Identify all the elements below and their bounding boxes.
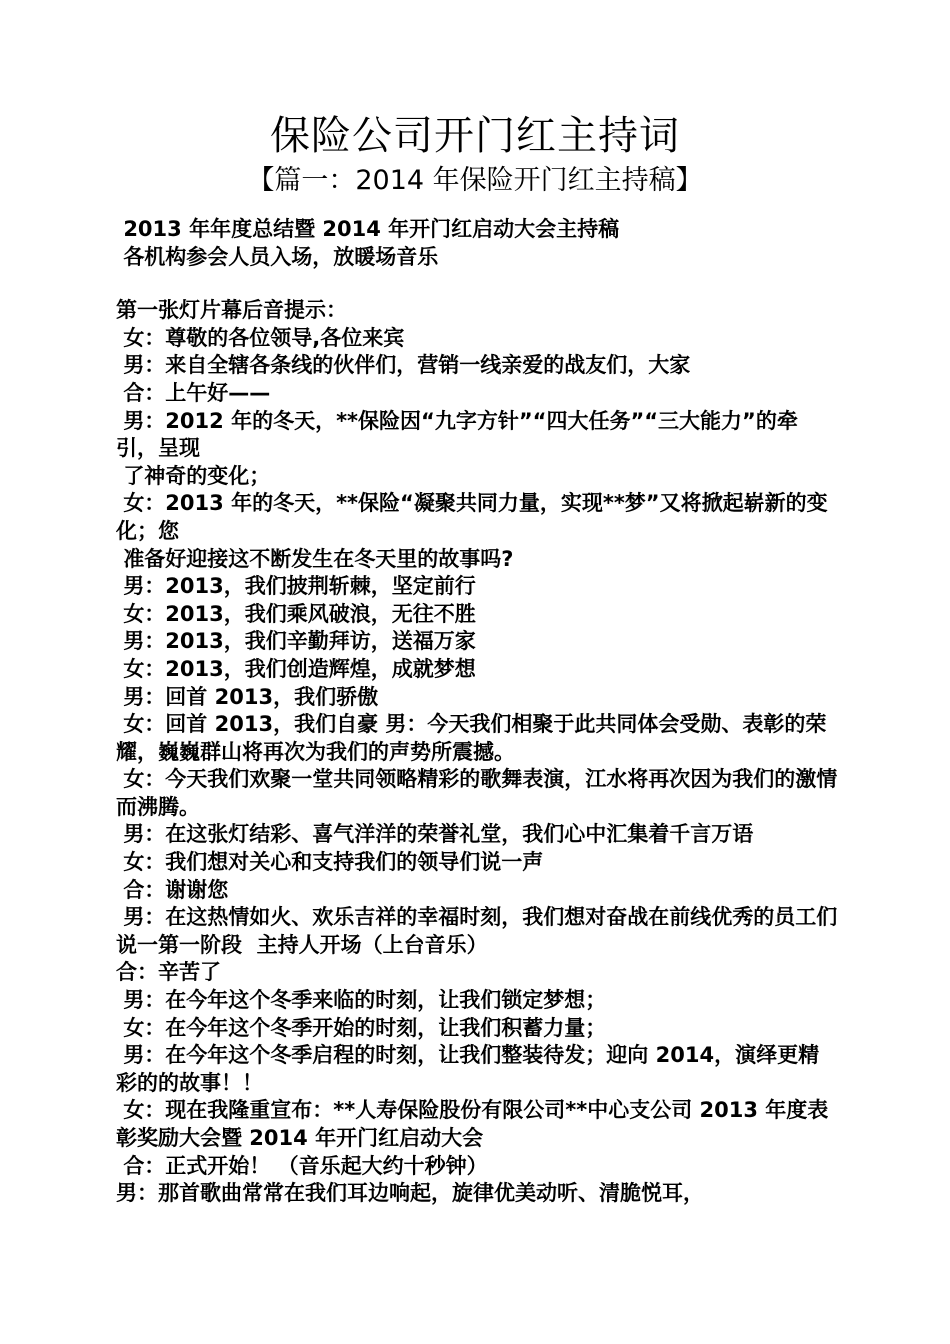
script-line: 男：在这热情如火、欢乐吉祥的幸福时刻，我们想对奋战在前线优秀的员工们说一第一阶段 主持人开场（上台音乐）: [116, 905, 838, 957]
script-line: 男：2013，我们辛勤拜访，送福万家: [116, 629, 476, 654]
script-line: 女：在今年这个冬季开始的时刻，让我们积蓄力量；: [116, 1015, 607, 1040]
script-line: 各机构参会人员入场，放暖场音乐: [116, 244, 439, 269]
script-line: 合：谢谢您: [116, 877, 229, 902]
script-line: 女：2013，我们乘风破浪，无往不胜: [116, 601, 476, 626]
script-line: 女：我们想对关心和支持我们的领导们说一声: [116, 850, 544, 875]
script-line: 准备好迎接这不断发生在冬天里的故事吗?: [116, 546, 514, 571]
script-line: 男：在今年这个冬季来临的时刻，让我们锁定梦想；: [116, 988, 607, 1013]
script-line: 了神奇的变化；: [116, 463, 271, 488]
paragraph-gap: [116, 271, 838, 297]
script-line: 男：在这张灯结彩、喜气洋洋的荣誉礼堂，我们心中汇集着千言万语: [116, 822, 754, 847]
script-line: 合：正式开始！ （音乐起大约十秒钟）: [116, 1153, 488, 1178]
script-line: 合：上午好——: [116, 380, 271, 405]
script-line: 第一张灯片幕后音提示：: [116, 298, 347, 323]
document-title: 保险公司开门红主持词: [270, 113, 680, 159]
script-line: 女：2013 年的冬天，**保险“凝聚共同力量，实现**梦”又将掀起崭新的变化；您: [116, 491, 828, 543]
document-subtitle: 【篇一：2014 年保险开门红主持稿】: [247, 165, 703, 196]
script-line: 女：尊敬的各位领导,各位来宾: [116, 325, 405, 350]
script-line: 女：现在我隆重宣布：**人寿保险股份有限公司**中心支公司 2013 年度表彰奖励大会暨 2014 年开门红启动大会: [116, 1098, 829, 1150]
script-line: 女：2013，我们创造辉煌，成就梦想: [116, 656, 476, 681]
script-line: 男：2013，我们披荆斩棘，坚定前行: [116, 574, 476, 599]
script-line: 男：那首歌曲常常在我们耳边响起，旋律优美动听、清脆悦耳，: [116, 1181, 704, 1206]
script-line: 男：来自全辖各条线的伙伴们，营销一线亲爱的战友们，大家: [116, 353, 691, 378]
script-line: 男：2012 年的冬天，**保险因“九字方针”“四大任务”“三大能力”的牵引，呈现: [116, 408, 798, 461]
document-body: [116, 216, 838, 1208]
script-line: 男：在今年这个冬季启程的时刻，让我们整装待发；迎向 2014，演绎更精彩的的故事！！: [116, 1043, 820, 1095]
script-line: 女：今天我们欢聚一堂共同领略精彩的歌舞表演，江水将再次因为我们的激情而沸腾。: [116, 767, 838, 819]
script-line: 女：回首 2013，我们自豪 男：今天我们相聚于此共同体会受勋、表彰的荣耀，巍巍群山将再次为我们的声势所震撼。: [116, 712, 827, 764]
script-line: 男：回首 2013，我们骄傲: [116, 684, 379, 709]
script-line: 合：辛苦了: [116, 960, 221, 985]
script-line: 2013 年年度总结暨 2014 年开门红启动大会主持稿: [116, 217, 620, 241]
